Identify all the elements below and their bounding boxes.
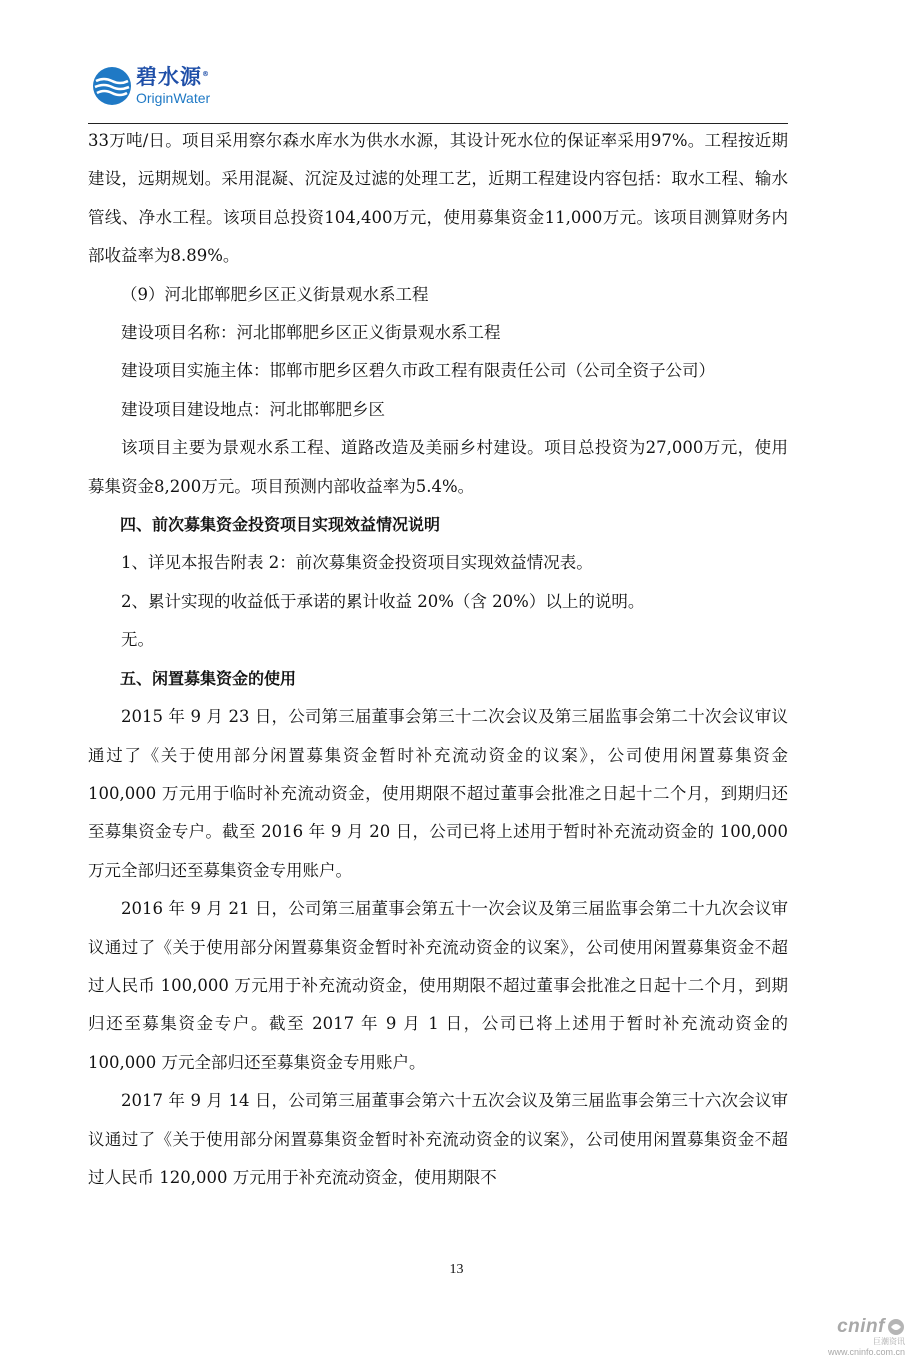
watermark-chinese: 巨潮资讯 [873,1337,905,1346]
cninfo-watermark [828,1316,905,1357]
section-4-item-2: 2、累计实现的收益低于承诺的累计收益 20%（含 20%）以上的说明。 [121,591,645,611]
page-header [88,62,788,124]
water-drop-logo-icon [92,66,132,106]
project-entity-line: 建设项目实施主体：邯郸市肥乡区碧久市政工程有限责任公司（公司全资子公司） [121,361,715,381]
document-body [88,122,788,1197]
registered-mark: ® [202,70,210,78]
paragraph-2017-idle-funds: 2017 年 9 月 14 日，公司第三届董事会第六十五次会议及第三届监事会第三十六次会议审议通过了《关于使用部分闲置募集资金暂时补充流动资金的议案》，公司使用闲置募集资金不超过人民币 120,000 万元用于补充流动资金，使用期限不 [88,1091,788,1187]
section-4-heading: 四、前次募集资金投资项目实现效益情况说明 [120,515,441,535]
paragraph-2016-idle-funds: 2016 年 9 月 21 日，公司第三届董事会第五十一次会议及第三届监事会第二十九次会议审议通过了《关于使用部分闲置募集资金暂时补充流动资金的议案》，公司使用闲置募集资金不超过人民币 100,000 万元用于补充流动资金，使用期限不超过董事会批准之日起十二个月，到期归还至募集资金专户。截至 2017 年 9 月 1 日，公司已将上述用于暂时补充流动资金的 100,000 万元全部归还至募集资金专用账户。 [88,899,788,1072]
section-5-heading: 五、闲置募集资金的使用 [120,668,297,688]
watermark-url: www.cninfo.com.cn [827,1347,905,1357]
company-logo [92,66,210,106]
project-9-heading: （9）河北邯郸肥乡区正义街景观水系工程 [121,284,429,304]
logo-chinese-name: 碧水源 [136,65,202,89]
watermark-logo-text: cninf [837,1316,885,1337]
section-4-none: 无。 [121,630,154,650]
project-name-line: 建设项目名称：河北邯郸肥乡区正义街景观水系工程 [121,323,501,343]
page-number: 13 [449,1262,464,1277]
cninfo-swirl-icon [887,1318,905,1336]
logo-english-name: OriginWater [136,90,211,106]
paragraph-water-project-details: 33万吨/日。项目采用察尔森水库水为供水水源，其设计死水位的保证率采用97%。工程按近期建设，远期规划。采用混凝、沉淀及过滤的处理工艺，近期工程建设内容包括：取水工程、输水管线、净水工程。该项目总投资104,400万元，使用募集资金11,000万元。该项目测算财务内部收益率为8.89%。 [88,131,788,266]
section-4-item-1: 1、详见本报告附表 2：前次募集资金投资项目实现效益情况表。 [121,553,593,573]
project-summary-paragraph: 该项目主要为景观水系工程、道路改造及美丽乡村建设。项目总投资为27,000万元，使用募集资金8,200万元。项目预测内部收益率为5.4%。 [88,438,788,496]
paragraph-2015-idle-funds: 2015 年 9 月 23 日，公司第三届董事会第三十二次会议及第三届监事会第二十次会议审议通过了《关于使用部分闲置募集资金暂时补充流动资金的议案》，公司使用闲置募集资金 100,000 万元用于临时补充流动资金，使用期限不超过董事会批准之日起十二个月，到期归还至募集资金专户。截至 2016 年 9 月 20 日，公司已将上述用于暂时补充流动资金的 100,000 万元全部归还至募集资金专用账户。 [88,707,788,880]
project-location-line: 建设项目建设地点：河北邯郸肥乡区 [121,399,385,419]
